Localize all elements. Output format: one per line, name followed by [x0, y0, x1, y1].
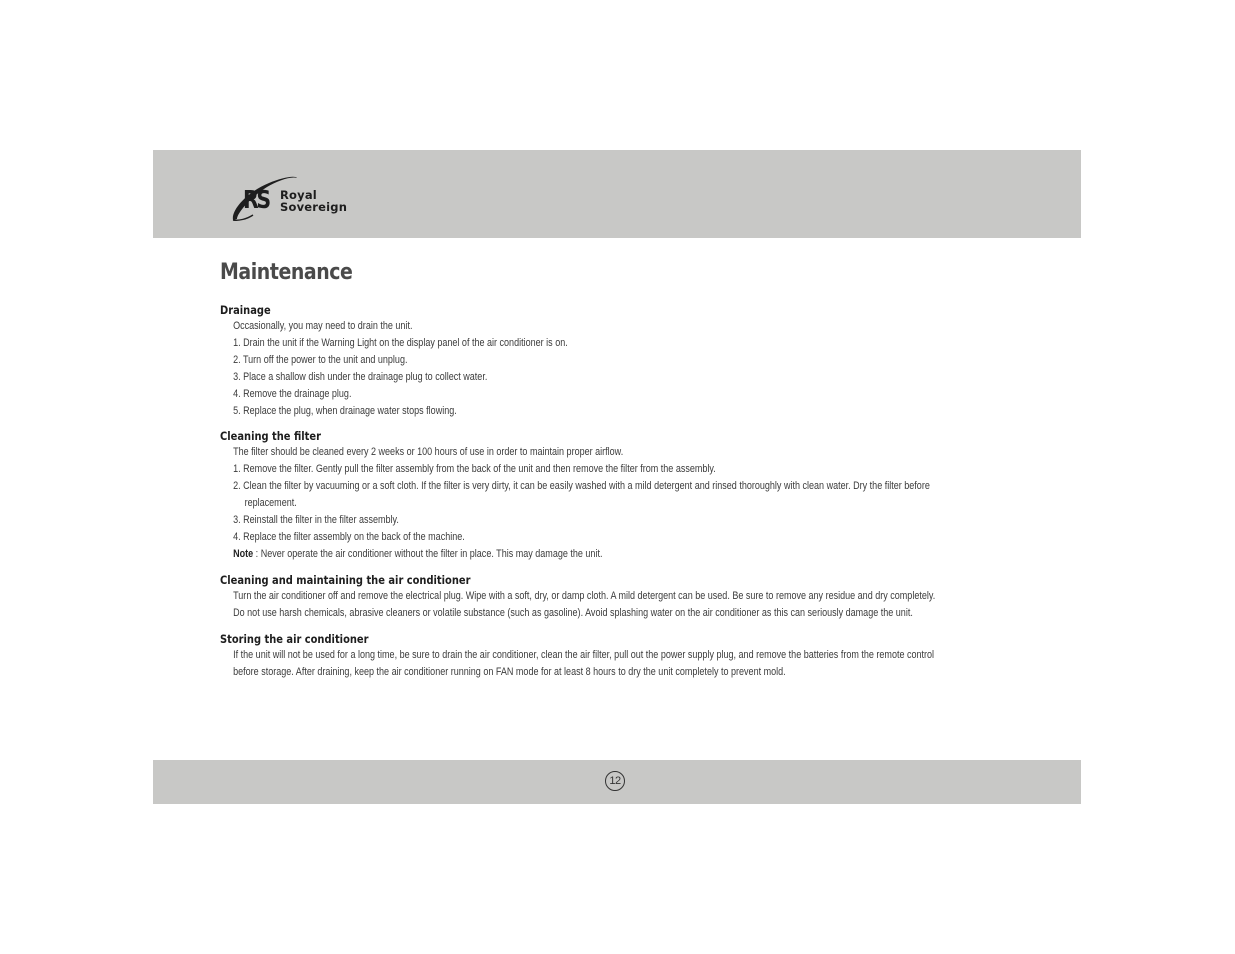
- drainage-line: Occasionally, you may need to drain the unit.: [233, 320, 413, 332]
- section-cleaning-filter: [220, 428, 1020, 562]
- logo-line-sovereign: Sovereign: [280, 200, 348, 214]
- maintaining-line: Do not use harsh chemicals, abrasive cleaners or volatile substance (such as gasoline). Avoid splashing water on the air conditioner as this can seriously damage the unit.: [233, 606, 913, 619]
- filter-note: [220, 546, 876, 563]
- storing-line: If the unit will not be used for a long time, be sure to drain the air conditioner, clean the air filter, pull out the power supply plug, and remove the batteries from the remote control: [233, 648, 935, 661]
- filter-line: replacement.: [244, 497, 297, 510]
- filter-line: 1. Remove the filter. Gently pull the filter assembly from the back of the unit and then remove the filter from the assembly.: [233, 463, 716, 476]
- section-maintaining: [220, 572, 1020, 622]
- page-number: 12: [605, 771, 625, 791]
- drainage-line: 2. Turn off the power to the unit and unplug.: [233, 353, 408, 366]
- section-drainage: [220, 302, 1020, 419]
- section-heading-maintaining: Cleaning and maintaining the air conditioner: [220, 572, 471, 587]
- note-label: Note: [233, 547, 254, 560]
- section-heading-storing: Storing the air conditioner: [220, 631, 369, 646]
- section-storing: [220, 631, 1020, 681]
- section-heading-drainage: Drainage: [220, 303, 271, 317]
- maintaining-line: Turn the air conditioner off and remove the electrical plug. Wipe with a soft, dry, or damp cloth. A mild detergent can be used. Be sure to remove any residue and dry completely.: [233, 589, 936, 602]
- drainage-line: 4. Remove the drainage plug.: [233, 387, 352, 400]
- header-band: [153, 150, 1081, 238]
- filter-line: 3. Reinstall the filter in the filter assembly.: [233, 514, 399, 527]
- page-content: [220, 258, 1020, 680]
- logo-wordmark: [280, 189, 347, 213]
- storing-line: before storage. After draining, keep the air conditioner running on FAN mode for at least 8 hours to dry the unit completely to prevent mold.: [233, 665, 786, 678]
- note-text: : Never operate the air conditioner without the filter in place. This may damage the unit.: [253, 547, 603, 560]
- filter-line: The filter should be cleaned every 2 weeks or 100 hours of use in order to maintain proper airflow.: [233, 446, 624, 459]
- drainage-line: 1. Drain the unit if the Warning Light on the display panel of the air conditioner is on.: [233, 336, 568, 349]
- page-title: Maintenance: [220, 260, 353, 285]
- drainage-line: 5. Replace the plug, when drainage water stops flowing.: [233, 404, 457, 417]
- footer-band: [153, 760, 1081, 804]
- logo-mark: RS: [243, 185, 269, 214]
- section-heading-filter: Cleaning the filter: [220, 429, 321, 444]
- filter-line: 4. Replace the filter assembly on the back of the machine.: [233, 530, 465, 543]
- drainage-line: 3. Place a shallow dish under the drainage plug to collect water.: [233, 370, 488, 383]
- logo-line-royal: Royal: [280, 188, 317, 202]
- filter-line: 2. Clean the filter by vacuuming or a soft cloth. If the filter is very dirty, it can be easily washed with a mild detergent and rinsed thoroughly with clean water. Dry the filter before: [233, 480, 930, 493]
- royal-sovereign-logo: [229, 173, 359, 225]
